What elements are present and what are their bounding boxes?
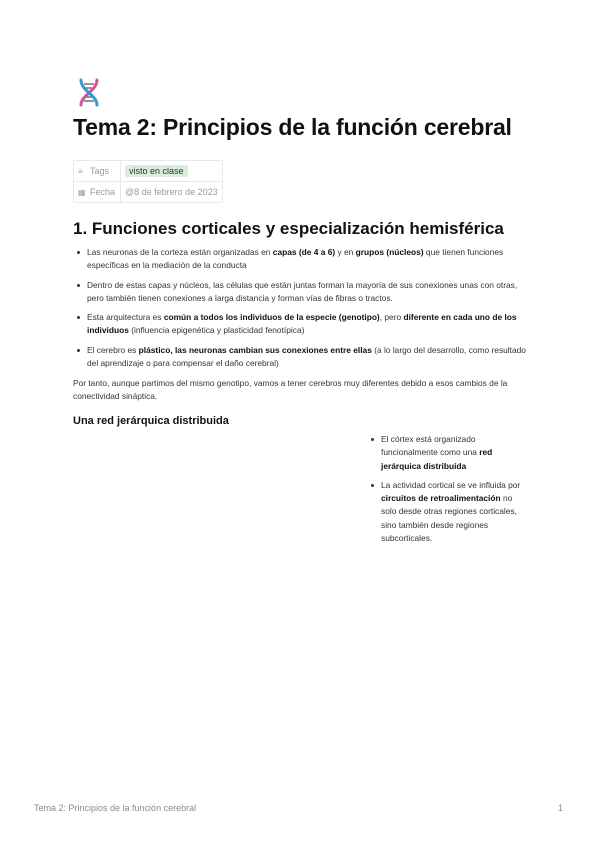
list-item [73,344,528,371]
bold-text: capas (de 4 a 6) [272,247,336,257]
list-item [367,479,527,545]
property-value[interactable] [121,182,223,203]
bold-text: diferente en cada uno de los individuos [87,312,517,336]
bold-text: grupos (núcleos) [355,247,424,257]
property-key-label: Tags [90,166,110,176]
text-run: y en [335,247,356,257]
page-number: 1 [558,803,564,813]
property-row-date [74,182,223,203]
text-run: El cerebro es [87,344,139,355]
side-bullet-list [367,433,527,551]
bold-text: circuitos de retroalimentación [381,493,501,504]
footer-title: Tema 2: Principios de la función cerebral [34,803,197,813]
property-row-tags [74,161,223,182]
calendar-icon: ▦ [78,188,86,197]
text-run: (a lo largo del desarrollo, como resultado del aprendizaje o para compensar el daño cerebral) [87,344,526,369]
text-run: Las neuronas de la corteza están organizadas en [87,247,273,257]
text-run: (influencia epigenética y plasticidad fenotípica) [128,325,305,336]
text-run: La actividad cortical se ve influida por [381,479,521,490]
list-item [367,433,527,473]
property-key [74,161,121,182]
text-run: no solo desde otras regiones corticales, sino también desde regiones subcorticales. [381,493,517,544]
text-run: , pero [379,312,404,323]
tag-badge[interactable]: visto en clase [125,165,188,177]
section-heading: 1. Funciones corticales y especialización hemisférica [73,219,504,238]
property-key-label: Fecha [90,187,116,197]
text-run: Esta arquitectura es [87,312,164,323]
text-run: Dentro de estas capas y núcleos, las células que están juntas forman la mayoría de sus conexiones unas con otras, pero también tienen conexiones a larga distancia y forman vías de fibras o tractos. [87,279,518,303]
text-run: El córtex está organizado funcionalmente como una [381,434,480,458]
paragraph: Por tanto, aunque partimos del mismo genotipo, vamos a tener cerebros muy diferentes debido a esos cambios de la conectividad sináptica. [73,378,508,402]
bullet-list [73,246,528,376]
bold-text: red jerárquica distribuida [381,447,493,471]
dna-icon [73,75,105,109]
subsection-heading: Una red jerárquica distribuida [73,415,229,427]
list-item [73,279,528,306]
properties-table [73,160,223,203]
list-item [73,311,528,338]
property-key [74,182,121,203]
bold-text: plástico, las neuronas cambian sus conexiones entre ellas [138,344,372,355]
date-value[interactable]: @8 de febrero de 2023 [125,187,218,197]
list-item [73,246,528,273]
text-run: que tienen funciones específicas en la mediación de la conducta [87,247,504,271]
list-icon: ≡ [78,167,83,176]
page-title: Tema 2: Principios de la función cerebral [73,114,512,140]
bold-text: común a todos los individuos de la especie (genotipo) [163,312,380,323]
property-value[interactable] [121,161,223,182]
